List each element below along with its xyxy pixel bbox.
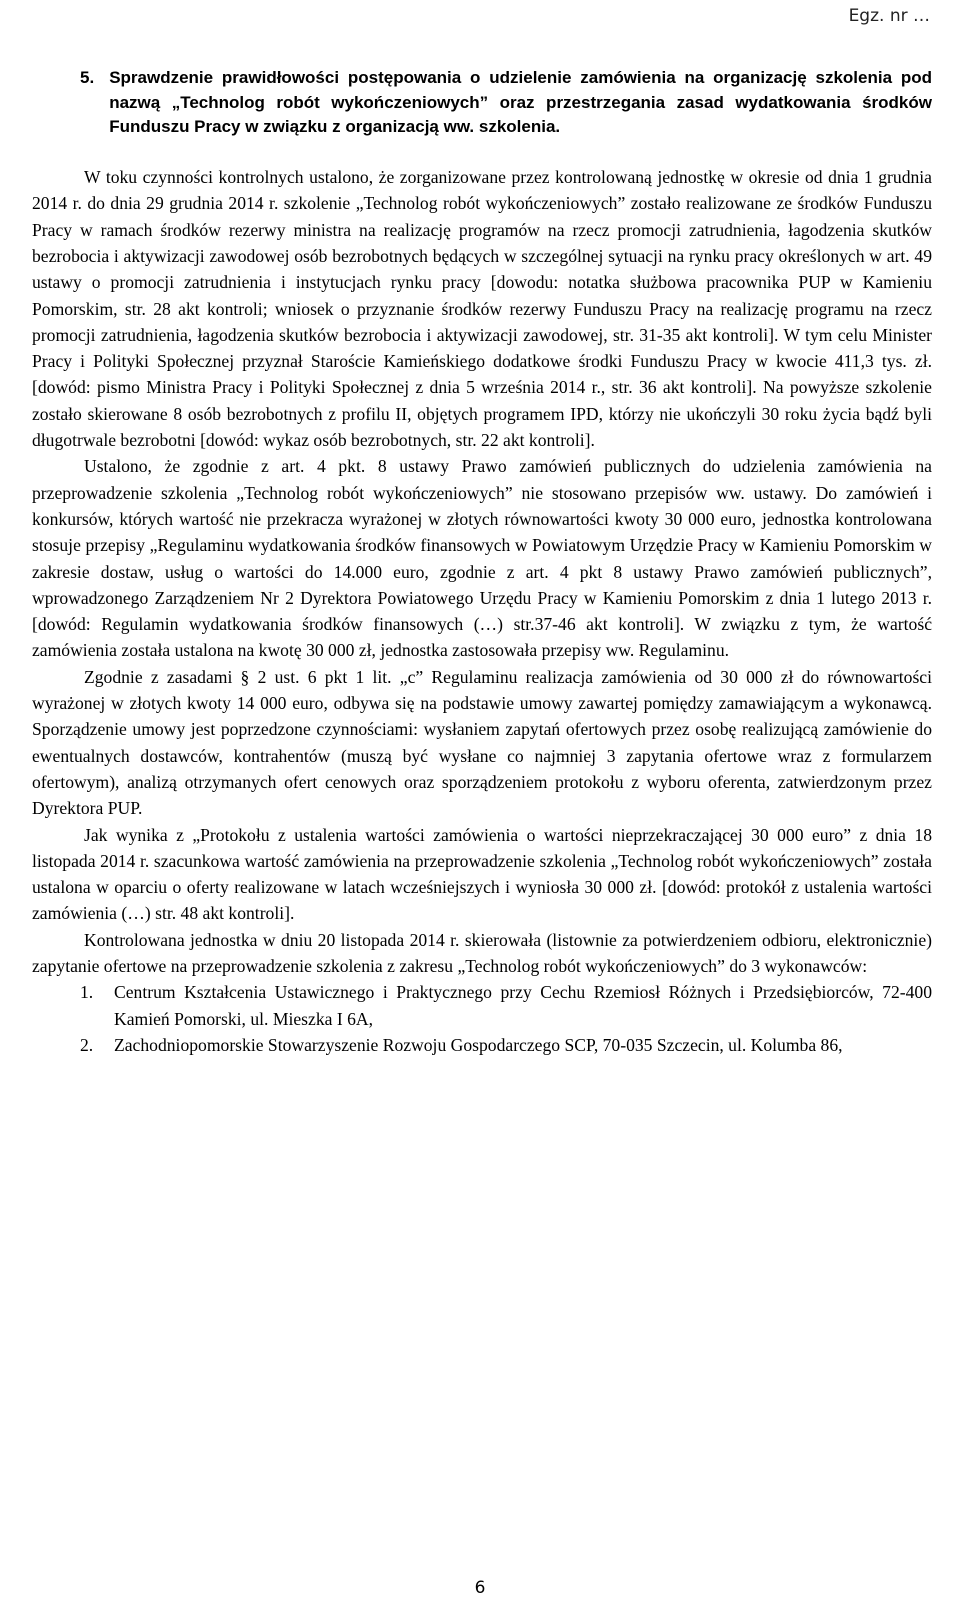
list-item-text: Centrum Kształcenia Ustawicznego i Praktycznego przy Cechu Rzemiosł Różnych i Przedsiębiorców, 72-400 Kamień Pomorski, ul. Mieszka I 6A,	[114, 982, 932, 1029]
list-item-number: 1.	[80, 982, 94, 1003]
contractor-list	[32, 979, 932, 1058]
copy-number-header: Egz. nr …	[848, 6, 930, 26]
paragraph-valuation: Jak wynika z „Protokołu z ustalenia wartości zamówienia o wartości nieprzekraczającej 30 000 euro” z dnia 18 listopada 2014 r. szacunkowa wartość zamówienia na przeprowadzenie szkolenia „Technolog robót wykończeniowych” została ustalona w oparciu o oferty realizowane w latach wcześniejszych i wyniosła 30 000 zł. [dowód: protokół z ustalenia wartości zamówienia (…) str. 48 akt kontroli].	[32, 824, 932, 924]
list-item-number: 2.	[80, 1034, 94, 1055]
list-item	[32, 1032, 932, 1058]
paragraph-procurement-rules: Ustalono, że zgodnie z art. 4 pkt. 8 ustawy Prawo zamówień publicznych do udzielenia zamówienia na przeprowadzenie szkolenia „Technolog robót wykończeniowych” nie stosowano przepisów ww. ustawy. Do zamówień i konkursów, których wartość nie przekracza wyrażonej w złotych równowartości kwoty 30 000 euro, jednostka kontrolowana stosuje przepisy „Regulaminu wydatkowania środków finansowych w Powiatowym Urzędzie Pracy w Kamieniu Pomorskim w zakresie dostaw, usług o wartości do 14.000 euro, zgodnie z art. 4 pkt 8 ustawy Prawo zamówień publicznych”, wprowadzonego Zarządzeniem Nr 2 Dyrektora Powiatowego Urzędu Pracy w Kamieniu Pomorskim z dnia 1 lutego 2013 r. [dowód: Regulamin wydatkowania środków finansowych (…) str.37-46 akt kontroli]. W związku z tym, że wartość zamówienia została ustalona na kwotę 30 000 zł, jednostka zastosowała przepisy ww. Regulaminu.	[32, 456, 932, 661]
paragraph-regulation: Zgodnie z zasadami § 2 ust. 6 pkt 1 lit. „c” Regulaminu realizacja zamówienia od 30 000 zł do równowartości wyrażonej w złotych kwoty 14 000 euro, odbywa się na podstawie umowy zawartej pomiędzy zamawiającym a wykonawcą. Sporządzenie umowy jest poprzedzone czynnościami: wysłaniem zapytań ofertowych przez osobę realizującą zamówienie do ewentualnych dostawców, kontrahentów (muszą być wysłane co najmniej 3 zapytania ofertowe wraz z formularzem ofertowym), analizą otrzymanych ofert cenowych oraz sporządzeniem protokołu z wyboru oferenta, zatwierdzonym przez Dyrektora PUP.	[32, 666, 932, 819]
paragraph-findings: W toku czynności kontrolnych ustalono, że zorganizowane przez kontrolowaną jednostkę w okresie od dnia 1 grudnia 2014 r. do dnia 29 grudnia 2014 r. szkolenie „Technolog robót wykończeniowych” zostało realizowane ze środków Funduszu Pracy w ramach środków rezerwy ministra na realizację programów na rzecz promocji zatrudnienia, łagodzenia skutków bezrobocia i aktywizacji zawodowej osób bezrobotnych będących w szczególnej sytuacji na rynku pracy określonych w art. 49 ustawy o promocji zatrudnienia i instytucjach rynku pracy [dowodu: notatka służbowa pracownika PUP w Kamieniu Pomorskim, str. 28 akt kontroli; wniosek o przyznanie środków rezerwy Funduszu Pracy na realizację programu na rzecz promocji zatrudnienia, łagodzenia skutków bezrobocia i aktywizacji zawodowej, str. 31-35 akt kontroli]. W tym celu Minister Pracy i Polityki Społecznej przyznał Staroście Kamieńskiego dodatkowe środki Funduszu Pracy w kwocie 411,3 tys. zł. [dowód: pismo Ministra Pracy i Polityki Społecznej z dnia 5 września 2014 r., str. 36 akt kontroli]. Na powyższe szkolenie zostało skierowane 8 osób bezrobotnych z profilu II, objętych programem IPD, którzy nie ukończyli 30 roku życia bądź byli długotrwale bezrobotni [dowód: wykaz osób bezrobotnych, str. 22 akt kontroli].	[32, 167, 932, 451]
section-title: Sprawdzenie prawidłowości postępowania o udzielenie zamówienia na organizację szkolenia pod nazwą „Technolog robót wykończeniowych” oraz przestrzegania zasad wydatkowania środków Funduszu Pracy w związku z organizacją ww. szkolenia.	[109, 68, 932, 137]
document-body	[32, 66, 932, 1058]
list-item	[32, 979, 932, 1032]
paragraph-inquiry: Kontrolowana jednostka w dniu 20 listopada 2014 r. skierowała (listownie za potwierdzeniem odbioru, elektronicznie) zapytanie ofertowe na przeprowadzenie szkolenia z zakresu „Technolog robót wykończeniowych” do 3 wykonawców:	[32, 929, 932, 977]
section-heading	[32, 66, 932, 140]
page-number: 6	[474, 1578, 486, 1598]
section-number: 5.	[80, 68, 95, 87]
list-item-text: Zachodniopomorskie Stowarzyszenie Rozwoju Gospodarczego SCP, 70-035 Szczecin, ul. Kolumba 86,	[114, 1034, 843, 1055]
